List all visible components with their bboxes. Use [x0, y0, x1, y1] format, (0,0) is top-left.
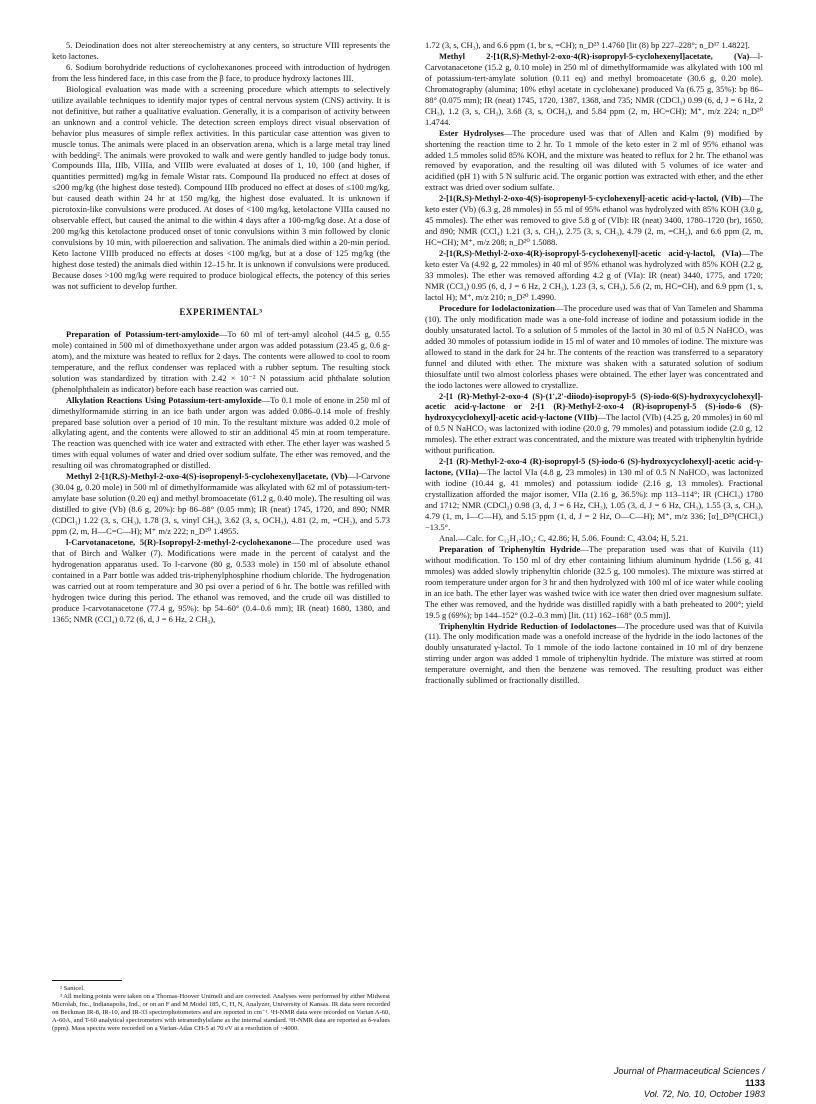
carvotanacetone-body: —The procedure used was that of Birch and Walker (7). Modifications were made in the percent of catalyst and the hydrogenation apparatus used. To l-carvone (80 g, 0.533 mole) in 150 ml of absolute ethanol contained in a Parr bottle was added tris-triphenylphosphine rhodium chloride. The hydrogenation was carried out at room temperature and 30 psi over a period of 6 hr. The bottle was refilled with hydrogen twice during this period. The ethanol was removed, and the crude oil was distilled to produce l-carvotanacetone (77.4 g, 95%): bp 54–60° (0.4–0.6 mm); IR (neat) 1680, 1380, and 1365; NMR (CCl₄) 0.72 (6, d, J = 6 Hz, 2 CH₃), [52, 536, 390, 624]
carvotanacetone-continued: 1.72 (3, s, CH₃), and 6.6 ppm (1, br s, =CH); n_D²⁵ 1.4760 [lit (8) bp 227–228°; n_D¹⁷ 1.4822]. [425, 40, 750, 50]
compound-vib-paragraph [425, 193, 763, 248]
experimental-heading: EXPERIMENTAL³ [179, 306, 263, 317]
compound-vb-body: —l-Carvone (30.04 g, 0.20 mole) in 500 ml of dimethylformamide was alkylated with 62 ml of potassium-tert-amylate base solution (0.20 eq) and methyl bromoacetate (61.2 g, 0.40 mole). The resulting oil was distilled to give (Vb) (8.6 g, 20%): bp 86–88° (0.05 mm); IR (neat) 1745, 1720, and 890; NMR (CDCl₃) 1.22 (3, s, CH₃), 1.78 (3, s, vinyl CH₃), 3.62 (3, s, OCH₃), 4.81 (2, m, =CH₂), and 5.73 ppm (2, m, H—C=C—H); M⁺ m/z 222; n_D²⁰ 1.4955. [52, 471, 390, 537]
compound-va-paragraph [425, 51, 763, 128]
carvotanacetone-heading: l-Carvotanacetone, 5(R)-Isopropyl-2-methyl-2-cyclohexanone [66, 536, 292, 547]
alkylation-paragraph [52, 395, 390, 472]
carvotanacetone-paragraph [52, 537, 390, 625]
footnotes [52, 980, 390, 1032]
ester-hydrolyses-heading: Ester Hydrolyses [439, 127, 504, 138]
left-column [52, 40, 390, 625]
footnote-rule [52, 980, 122, 981]
item-6: 6. Sodium borohydride reductions of cyclohexanones proceed with introduction of hydrogen from the less hindered face, in this case from the β face, to produce hydroxy lactones III. [52, 61, 390, 83]
compound-viia-body: —The lactol VIa (4.8 g, 23 mmoles) in 130 ml of 0.5 N NaHCO₃ was lactonized with iodine (10.44 g, 41 mmoles) and potassium iodide (2.16 g, 13 mmoles). Fractional crystallization afforded the major isomer, VIIa (2.16 g, 36.5%): mp 113–114°; IR (CHCl₃) 1780 and 1712; NMR (CDCl₃) 0.98 (3, d, J = 6 Hz, CH₃), 1.05 (3, d, J = 6 Hz, CH₃), 1.55 (3, s, CH₃), 4.79 (1, m, I—C—H), and 5.15 ppm (1, d, J = 2 Hz, O—C—H); M⁺, m/z 336; [α]_D²⁵(CHCl₃) −13.5°. [425, 467, 763, 532]
elemental-analysis: Anal.—Calc. for C₁₂H₁₇IO₃: C, 42.86; H, 5.06. Found: C, 43.04; H, 5.21. [439, 532, 689, 543]
compound-vb-heading: Methyl 2-[1(R,S)-Methyl-2-oxo-4(S)-isopropenyl-5-cyclohexenyl]acetate, (Vb) [66, 471, 348, 482]
footnote-2: ² Sanicel. [60, 985, 85, 992]
compound-via-body: —The keto ester Va (4.92 g, 22 mmoles) in 40 ml of 95% ethanol was hydrolyzed with 85% KOH (2.2 g, 33 mmoles). The ether was removed affording 4.2 g of (VIa): IR (neat) 3440, 1775, and 1720; NMR (CCl₄) 0.95 (6, d, J = 6 Hz, 2 CH₃), 1.23 (3, s, CH₃), 5.6 (2, m, HC=CH), and 6.9 ppm (1, s, lactol H); M⁺, m/z 210; n_D²⁰ 1.4990. [425, 248, 763, 302]
triphenyltin-hydride-heading: Preparation of Triphenyltin Hydride [439, 543, 581, 554]
iodolactone-reduction-heading: Triphenyltin Hydride Reduction of Iodolactones [439, 620, 617, 631]
iodolactone-reduction-paragraph [425, 621, 763, 687]
compound-vib-heading: 2-[1(R,S)-Methyl-2-oxo-4(S)-isopropenyl-5-cyclohexenyl]-acetic acid-γ-lactol, (VIb) [439, 193, 742, 204]
iodolactonization-paragraph [425, 303, 763, 391]
journal-line [600, 1066, 765, 1089]
triphenyltin-hydride-paragraph [425, 544, 763, 621]
compound-via-heading: 2-[1(R,S)-Methyl-2-oxo-4(R)-isopropyl-5-cyclohexenyl]-acetic acid-γ-lactol, (VIa) [439, 248, 742, 259]
ester-hydrolyses-paragraph [425, 128, 763, 194]
footnote-3: ³ All melting points were taken on a Thomas-Hoover Unimelt and are corrected. Analyses were performed by either Midwest Microlab, Inc., Indianapolis, Ind., or on an F and M Model 185, C, H, N, Analyzer, University of Kansas. IR data were recorded on Beckman IR-8, IR-10, and IR-33 spectrophotometers and are reported in cm⁻¹. ¹H-NMR data were recorded on Varian A-60, A-60A, and T-60 analytical spectrometers with tetramethylsilane as the internal standard. ¹H-NMR data are reported as δ-values (ppm). Mass spectra were recorded on a Varian-Atlas CH-5 at 70 eV at a resolution of ~4000. [52, 992, 390, 1032]
compound-vb-paragraph [52, 471, 390, 537]
alkylation-body: —To 0.1 mole of enone in 250 ml of dimethylformamide stirring in an ice bath under argon was added 0.086–0.14 mole of freshly prepared base solution over a period of 10 min. To the resultant mixture was added 0.2 mole of alkylating agent, and the contents were allowed to stir an additional 45 min at room temperature. The reaction was quenched with ice water and extracted with ether. The ether layer was washed 5 times with equal volumes of water and dried over sodium sulfate. The ether was removed, and the resulting oil was chromatographed or distilled. [52, 394, 390, 471]
item-5: 5. Deiodination does not alter stereochemistry at any centers, so structure VIII represents the keto lactones. [52, 40, 390, 61]
compound-va-body: —l-Carvotanacetone (15.2 g, 0.10 mole) in 250 ml of dimethylformamide was alkylated with 100 ml of potassium-tert-amylate solution (0.11 eq) and methyl bromoacetate (30.6 g, 0.20 mole). Chromatography (alumina; 10% ethyl acetate in cyclohexane) produced Va (6.75 g, 35%): bp 86–88° (0.075 mm); IR (neat) 1745, 1720, 1387, 1368, and 735; NMR (CDCl₃) 0.99 (6, d, J = 6 Hz, 2 CH₃), 1.2 (3, s, CH₃), 3.68 (3, s, OCH₃), and 5.84 ppm (2, m, HC=CH); M⁺, m/z 224; n_D²⁰ 1.4744. [425, 50, 763, 127]
prep-amyloxide-body: —To 60 ml of tert-amyl alcohol (44.5 g, 0.55 mole) contained in 500 ml of dimethoxyethane under argon was added potassium (23.45 g, 0.6 g-atom), and the mixture was heated to reflux for 2 days. The contents were allowed to cool to room temperature, and the reflux condenser was replaced with a rubber septum. The resulting stock solution was standardized by titration with 2.42 × 10⁻² N potassium acid phthalate solution (phenolphthalein as indicator) before each base reaction was carried out. [52, 328, 390, 394]
iodolactonization-heading: Procedure for Iodolactonization [439, 302, 555, 313]
journal-footer [600, 1066, 765, 1101]
compound-viia-paragraph [425, 456, 763, 533]
compound-viib-body: —The lactol (VIb) (4.25 g, 20 mmoles) in 60 ml of 0.5 N NaHCO₃ was lactonized with iodine (20.0 g, 79 mmoles) and potassium iodide (2.0 g, 12 mmoles). The ether extract was concentrated, and the mixture was treated with triphenyltin hydride without purification. [425, 412, 763, 456]
compound-via-paragraph [425, 248, 763, 303]
biological-evaluation-paragraph: Biological evaluation was made with a screening procedure which attempts to selectively utilize available techniques to identify major types of central nervous system (CNS) activity. It is not definitive, but rather a qualitative evaluation. Generally, it is a comparison of activity between an unknown and a control vehicle. The detection screen employs direct visual observation of behavior plus measures of simple reflex activities. In this particular case attention was given to muscle tonus. The animals were placed in an observation arena, which is a large metal tray lined with bedding². The animals were provoked to walk and were gently handled to judge body tonus. Compounds IIIa, IIIb, VIIIa, and VIIIb were evaluated at doses of 1, 10, 100 (and higher, if quantities permitted) mg/kg in female Wistar rats. Compound IIa produced no effect at doses of ≤200 mg/kg (the highest dose tested). Compound IIIb produced no effect at doses of ≤100 mg/kg, but caused death within 24 hr at 150 mg/kg, the highest dose evaluated. It is unknown if picrotoxin-like convulsions were produced. At doses of <100 mg/kg, ketolactone VIIIa caused no observable effect, but caused the animal to die within 4 days after a 100-mg/kg dose. At a dose of 200 mg/kg this ketolactone produced onset of tonic convulsions within 3 min followed by clonic convulsions by 10 min, with piloerection and salivation. The animals died within a 20-min period. Keto lactone VIIIb produced no effects at doses <100 mg/kg, but at a dose of 125 mg/kg (the highest dose tested) the animals died within 12–15 hr. It is unknown if convulsions were produced. Because doses >100 mg/kg were required to produce biological effects, the potency of this series was not sufficient to develop further. [52, 83, 390, 291]
compound-va-heading: Methyl 2-[1(R,S)-Methyl-2-oxo-4(R)-isopropyl-5-cyclohexenyl]acetate, (Va) [439, 50, 750, 61]
prep-amyloxide-paragraph [52, 329, 390, 395]
alkylation-heading: Alkylation Reactions Using Potassium-tert-amyloxide [66, 394, 262, 405]
compound-vib-body: —The keto ester (Vb) (6.3 g, 28 mmoles) in 55 ml of 95% ethanol was hydrolyzed with 85% KOH (3.0 g, 45 mmoles). The ether was removed to give 5.8 g of (VIb): IR (neat) 3400, 1780–1720 (br), 1650, and 890; NMR (CCl₄) 1.21 (3, s, CH₃), 2.75 (3, s, CH₃), 4.79 (2, m, =CH₂), and 6.6 ppm (2, m, HC=CH); M⁺, m/z 208; n_D²⁰ 1.5088. [425, 193, 763, 248]
compound-viia-heading: 2-[1 (R)-Methyl-2-oxo-4 (R)-isopropyl-5 (S)-iodo-6 (S)-hydroxycyclohexyl]-acetic acid-γ-lactone, (VIIa) [425, 456, 763, 478]
iodolactone-reduction-body: —The procedure used was that of Kuivila (11). The only modification made was a onefold increase of the hydride in the iodo lactones of the doubly unsaturated γ-lactol. To 1 mmole of the iodo lactone contained in 10 ml of dry benzene stirring under argon was added 1 mmole of triphenyltin hydride. The mixture was stirred at room temperature overnight, and then the benzene was removed. The resulting product was either fractionally sublimed or fractionally distilled. [425, 620, 764, 686]
volume-issue: Vol. 72, No. 10, October 1983 [643, 1089, 765, 1099]
right-column [425, 40, 763, 686]
iodolactonization-body: —The procedure used was that of Van Tamelen and Shamma (10). The only modification made was a one-fold increase of iodine and potassium iodide in the doubly unsaturated lactol. To a solution of 5 mmoles of the lactol in 30 ml of 0.5 N NaHCO₃ was added 30 mmoles of potassium iodide in 15 ml of water and 10 mmoles of iodine. The mixture was allowed to stand in the dark for 24 hr. The contents of the reaction was transferred to a separatory funnel and diluted with ether. The mixture was shaken with a saturated solution of sodium thiosulfate until two almost colorless phases were obtained. The ether layer was concentrated and the iodo lactones were allowed to crystallize. [425, 302, 764, 390]
page-number: 1133 [745, 1077, 765, 1088]
triphenyltin-hydride-body: —The preparation used was that of Kuivila (11) without modification. To 150 ml of dry ether containing lithium aluminum hydride (1.56 g, 41 mmoles) was added slowly triphenyltin chloride (32.5 g, 100 mmoles). The mixture was stirred at room temperature under argon for 3 hr and then hydrolyzed with 100 ml of ice water while cooling in an ice bath. The ether layer was washed twice with ice water then dried over magnesium sulfate. The ether was removed, and the hydride was distilled rapidly with a bath preheated to 200°; yield 19.5 g (69%); bp 144–152° (0.2–0.3 mm) [lit. (11) 162–168° (0.5 mm)]. [425, 543, 763, 620]
ester-hydrolyses-body: —The procedure used was that of Allen and Kalm (9) modified by shortening the reaction time to 2 hr. To 1 mmole of the keto ester in 2 ml of 95% ethanol was added 1.5 mmoles solid 85% KOH, and the mixture was heated to reflux for 2 hr. The ethanol was removed by evaporation, and the resulting oil was diluted with 5 volumes of ice water and acidified (pH 1) with 5 N sulfuric acid. The organic portion was extracted with ether, and the ether extract was dried over sodium sulfate. [425, 127, 763, 193]
prep-amyloxide-heading: Preparation of Potassium-tert-amyloxide [66, 328, 219, 339]
compound-viib-paragraph [425, 391, 763, 457]
journal-name: Journal of Pharmaceutical Sciences / [613, 1066, 765, 1076]
compound-viib-heading: 2-[1 (R)-Methyl-2-oxo-4 (S)-(1′,2′-diiodo)-isopropyl-5 (S)-iodo-6(S)-hydroxycyclohexyl]-acetic acid-γ-lactone or 2-[1 (R)-Methyl-2-oxo-4 (R)-isopropenyl-5 (S)-iodo-6 (S)-hydroxycyclohexyl]-acetic acid-γ-lactone (VIIb) [425, 390, 763, 423]
